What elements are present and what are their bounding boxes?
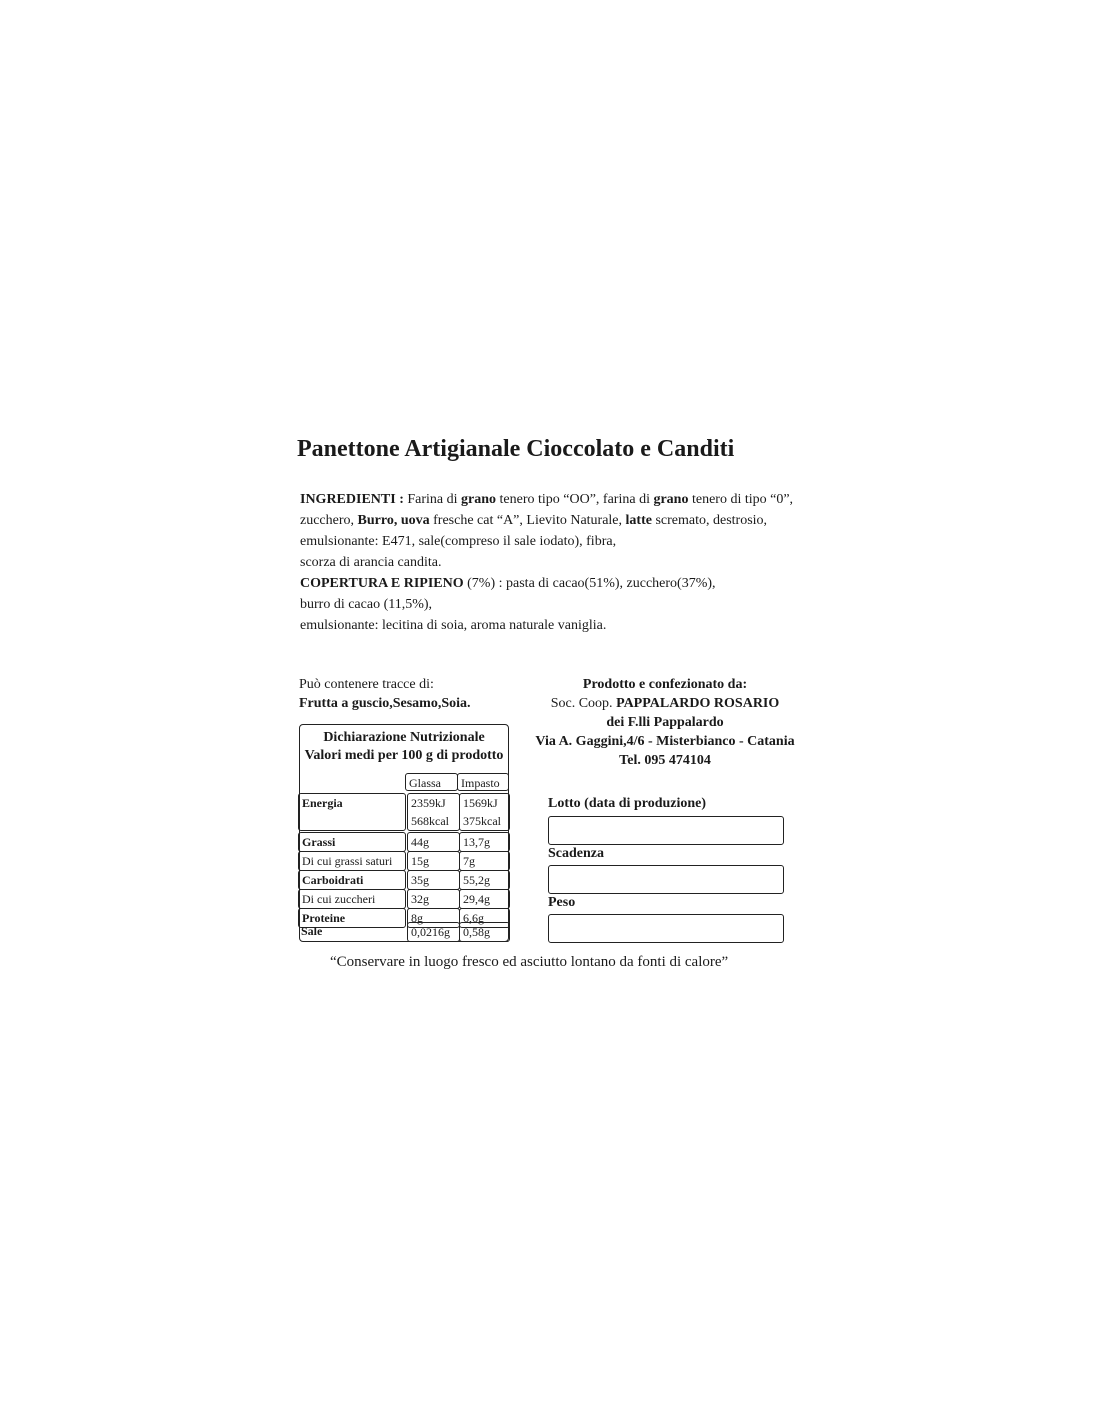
peso-label: Peso	[548, 895, 576, 910]
allergen-text: Burro, uova	[357, 513, 430, 528]
row-label: Di cui zuccheri	[298, 889, 406, 909]
row-label: Di cui grassi saturi	[298, 851, 406, 871]
energy-kj: 1569kJ	[463, 796, 498, 810]
ingredients-line	[300, 573, 820, 594]
ingredients-line	[300, 489, 820, 510]
producer-family: dei F.lli Pappalardo	[606, 715, 724, 730]
product-title: Panettone Artigianale Cioccolato e Canditi	[297, 436, 735, 462]
value-glassa: 44g	[407, 832, 460, 852]
nutrition-row-energy	[300, 793, 510, 831]
value-glassa: 32g	[407, 889, 460, 909]
ingredients-text: tenero di tipo “0”,	[688, 492, 794, 507]
ingredients-line: burro di cacao (11,5%),	[300, 597, 433, 612]
allergen-text: grano	[653, 492, 689, 507]
producer-address: Via A. Gaggini,4/6 - Misterbianco - Catania	[535, 734, 795, 749]
value-glassa: 8g	[407, 908, 460, 928]
value-impasto: 13,7g	[459, 832, 510, 852]
ingredients-text: zucchero,	[300, 513, 358, 528]
allergen-text: grano	[461, 492, 497, 507]
producer-company: PAPPALARDO ROSARIO	[616, 696, 780, 711]
nutrition-subtitle: Valori medi per 100 g di prodotto	[304, 748, 504, 763]
producer-block	[520, 675, 810, 770]
ingredients-heading: INGREDIENTI :	[300, 492, 404, 507]
nutrition-table	[299, 724, 509, 942]
column-header-glassa: Glassa	[405, 773, 458, 791]
allergen-text: latte	[625, 513, 652, 528]
ingredients-text: Farina di	[403, 492, 462, 507]
value-glassa: 35g	[407, 870, 460, 890]
row-label: Sale	[301, 924, 323, 938]
value-glassa: 15g	[407, 851, 460, 871]
producer-phone: Tel. 095 474104	[619, 753, 711, 768]
row-label: Proteine	[298, 908, 406, 928]
energy-kcal: 375kcal	[463, 814, 501, 828]
nutrition-title: Dichiarazione Nutrizionale	[323, 730, 485, 745]
scadenza-field	[548, 865, 784, 894]
producer-heading: Prodotto e confezionato da:	[582, 677, 748, 692]
value-impasto: 29,4g	[459, 889, 510, 909]
producer-prefix: Soc. Coop.	[550, 696, 617, 711]
value-glassa: 0,0216g	[407, 922, 460, 942]
coating-heading: COPERTURA E RIPIENO	[300, 576, 464, 591]
peso-field	[548, 914, 784, 943]
scadenza-label: Scadenza	[548, 846, 604, 861]
row-label: Grassi	[298, 832, 406, 852]
traces-label: Può contenere tracce di:	[299, 677, 434, 692]
nutrition-heading	[300, 729, 508, 765]
energy-kcal: 568kcal	[411, 814, 449, 828]
storage-instructions: “Conservare in luogo fresco ed asciutto lontano da fonti di calore”	[330, 954, 729, 970]
ingredients-text: (7%) : pasta di cacao(51%), zucchero(37%),	[463, 576, 716, 591]
ingredients-line: scorza di arancia candita.	[300, 555, 442, 570]
energy-kj: 2359kJ	[411, 796, 446, 810]
value-impasto: 0,58g	[459, 922, 510, 942]
traces-items: Frutta a guscio,Sesamo,Soia.	[299, 696, 471, 711]
lotto-label: Lotto (data di produzione)	[548, 796, 707, 811]
ingredients-text: fresche cat “A”, Lievito Naturale,	[429, 513, 626, 528]
column-header-impasto: Impasto	[457, 773, 509, 791]
value-impasto: 6,6g	[459, 908, 510, 928]
value-glassa	[407, 793, 460, 831]
ingredients-line: emulsionante: lecitina di soia, aroma naturale vaniglia.	[300, 618, 607, 633]
ingredients-line: emulsionante: E471, sale(compreso il sale iodato), fibra,	[300, 534, 617, 549]
lotto-field	[548, 816, 784, 845]
ingredients-block	[300, 489, 820, 636]
value-impasto	[459, 793, 510, 831]
allergen-traces	[299, 675, 471, 713]
value-impasto: 7g	[459, 851, 510, 871]
ingredients-text: tenero tipo “OO”, farina di	[496, 492, 654, 507]
producer-name	[520, 694, 810, 713]
row-label: Energia	[298, 793, 406, 831]
ingredients-line	[300, 510, 820, 531]
row-label: Carboidrati	[298, 870, 406, 890]
ingredients-text: scremato, destrosio,	[651, 513, 768, 528]
value-impasto: 55,2g	[459, 870, 510, 890]
